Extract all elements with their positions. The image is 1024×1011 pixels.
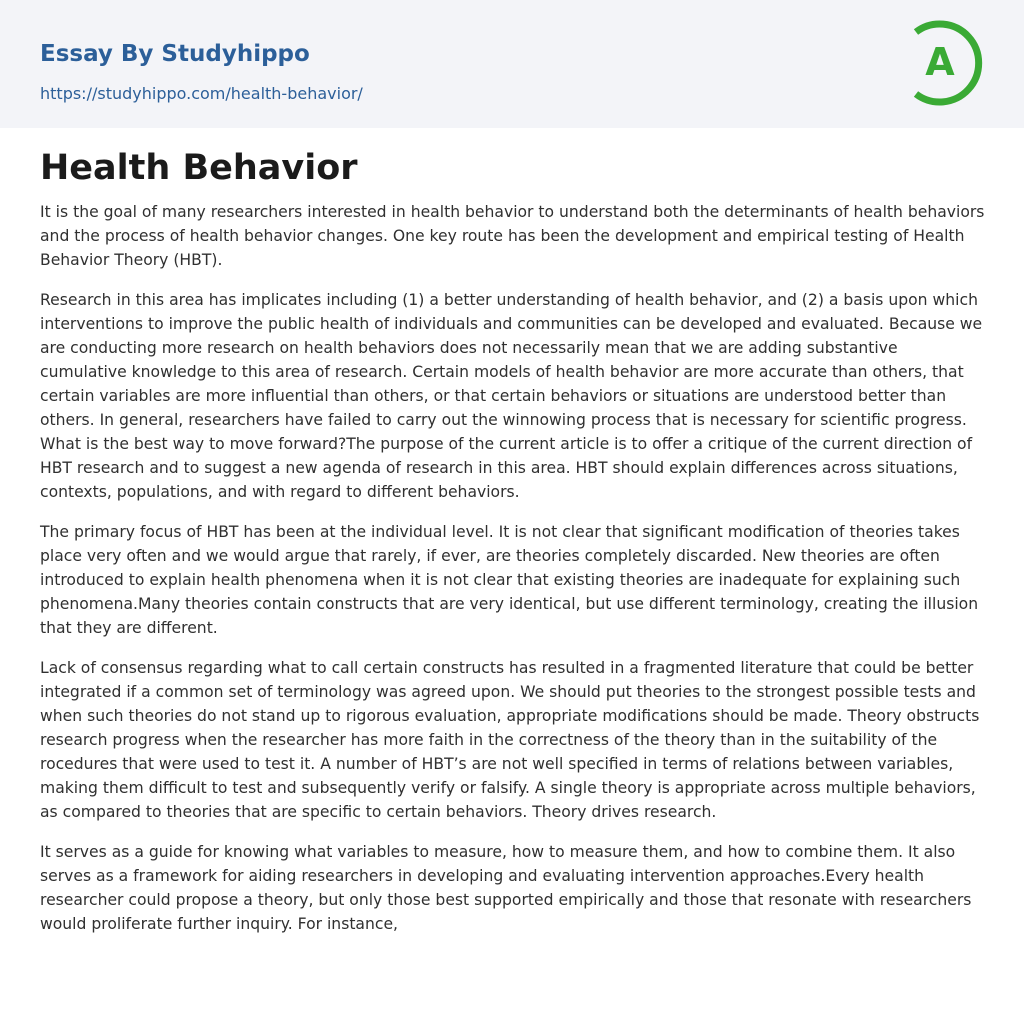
- site-header: [0, 0, 1024, 128]
- paragraph: It serves as a guide for knowing what variables to measure, how to measure them, and how to combine them. It also serves as a framework for aiding researchers in developing and evaluating intervention approaches.Every health researcher could propose a theory, but only those best supported empirically and those that resonate with researchers would proliferate further inquiry. For instance,: [40, 843, 972, 933]
- article: [40, 146, 988, 952]
- source-url-link[interactable]: https://studyhippo.com/health-behavior/: [40, 84, 363, 103]
- logo-letter: A: [925, 40, 955, 84]
- paragraph: It is the goal of many researchers interested in health behavior to understand both the determinants of health behaviors and the process of health behavior changes. One key route has been the development and empirical testing of Health Behavior Theory (HBT).: [40, 203, 985, 269]
- paragraph: Research in this area has implicates including (1) a better understanding of health behavior, and (2) a basis upon which interventions to improve the public health of individuals and communities can be developed and evaluated. Because we are conducting more research on health behaviors does not necessarily mean that we are adding substantive cumulative knowledge to this area of research. Certain models of health behavior are more accurate than others, that certain variables are more influential than others, or that certain behaviors or situations are understood better than others. In general, researchers have failed to carry out the winnowing process that is necessary for scientific progress. What is the best way to move forward?The purpose of the current article is to offer a critique of the current direction of HBT research and to suggest a new agenda of research in this area. HBT should explain differences across situations, contexts, populations, and with regard to different behaviors.: [40, 291, 983, 501]
- brand-title: Essay By Studyhippo: [40, 41, 310, 67]
- page-title: Health Behavior: [40, 148, 358, 188]
- studyhippo-logo[interactable]: [903, 18, 989, 108]
- paragraph: Lack of consensus regarding what to call certain constructs has resulted in a fragmented literature that could be better integrated if a common set of terminology was agreed upon. We should put theories to the strongest possible tests and when such theories do not stand up to rigorous evaluation, appropriate modifications should be made. Theory obstructs research progress when the researcher has more faith in the correctness of the theory than in the suitability of the rocedures that were used to test it. A number of HBT’s are not well specified in terms of relations between variables, making them difficult to test and subsequently verify or falsify. A single theory is appropriate across multiple behaviors, as compared to theories that are specific to certain behaviors. Theory drives research.: [40, 659, 980, 821]
- paragraph: The primary focus of HBT has been at the individual level. It is not clear that significant modification of theories takes place very often and we would argue that rarely, if ever, are theories completely discarded. New theories are often introduced to explain health phenomena when it is not clear that existing theories are inadequate for explaining such phenomena.Many theories contain constructs that are very identical, but use different terminology, creating the illusion that they are different.: [40, 523, 979, 637]
